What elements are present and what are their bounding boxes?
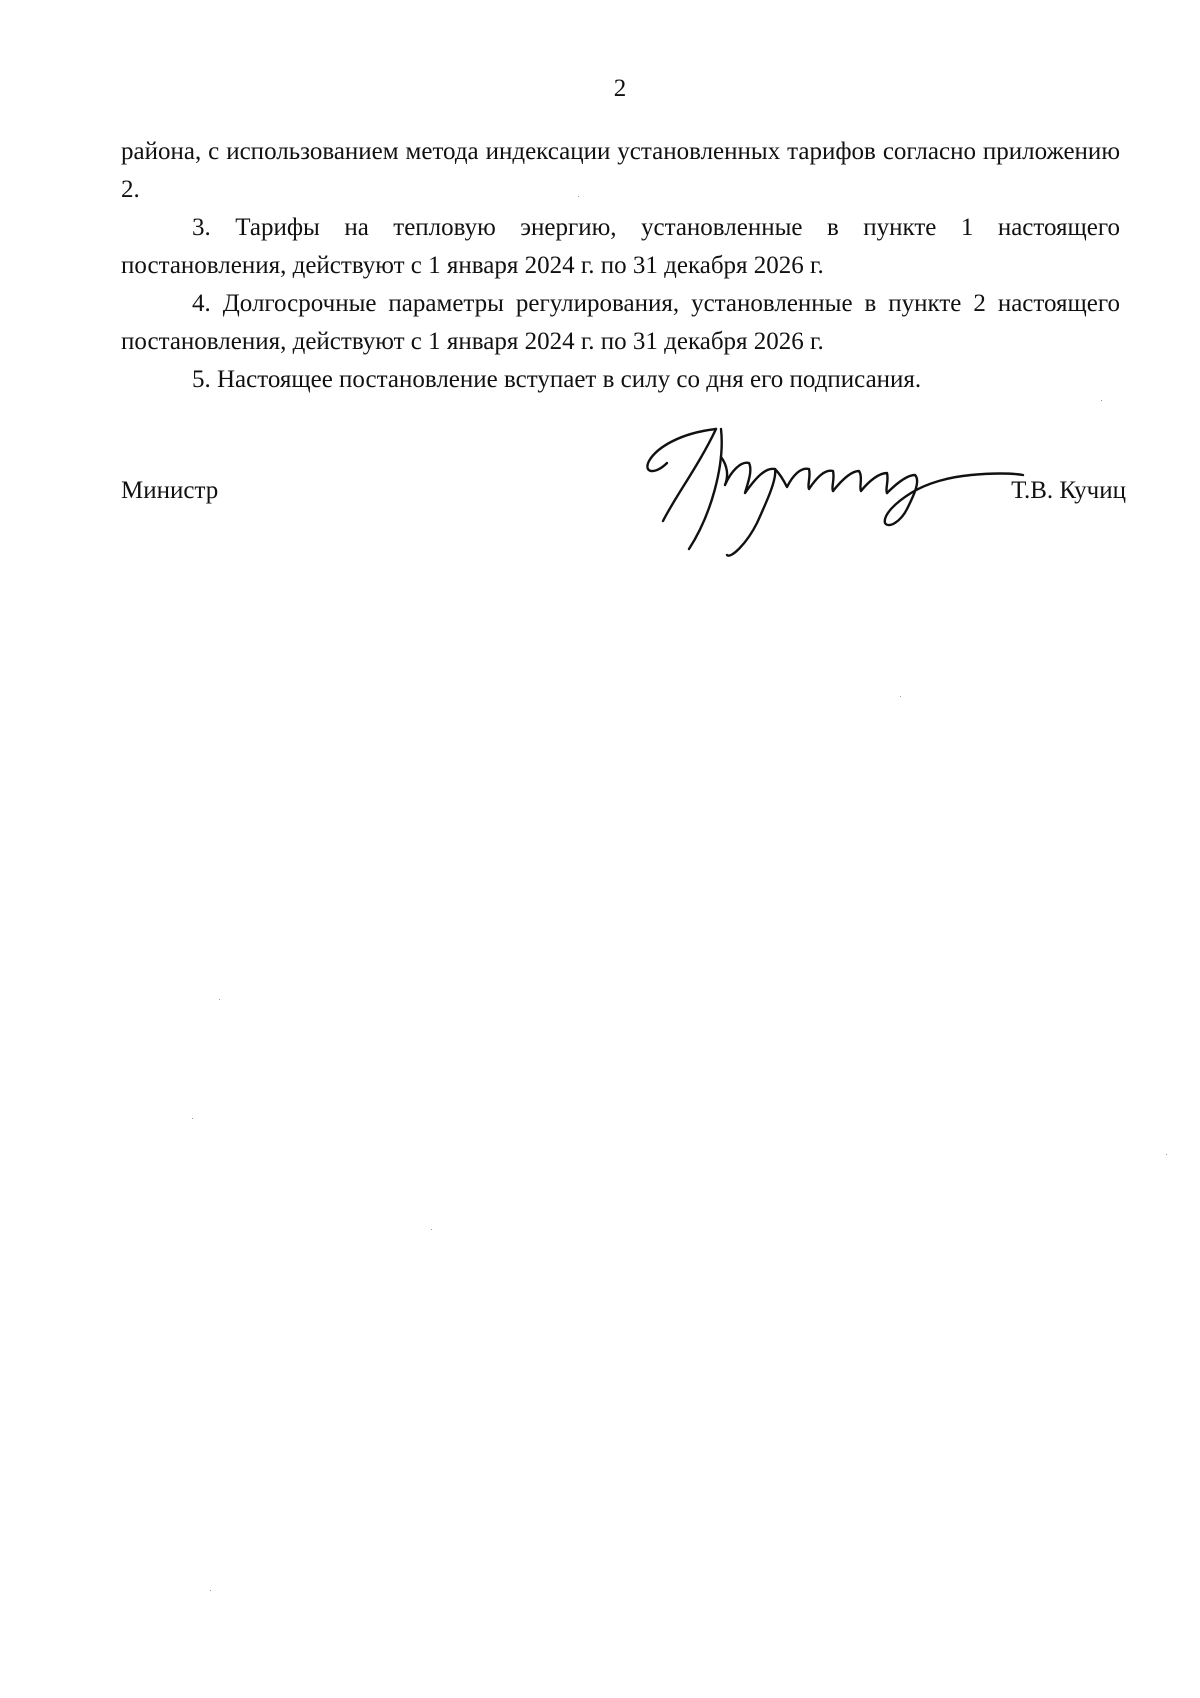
scan-speck xyxy=(1101,400,1102,401)
paragraph-item-5: 5. Настоящее постановление вступает в силу со дня его подписания. xyxy=(192,366,922,393)
position-title: Министр xyxy=(121,477,219,504)
scan-speck xyxy=(1166,1154,1167,1155)
signature-block xyxy=(121,405,1126,575)
paragraph-continuation: района, с использованием метода индексации установленных тарифов согласно приложению 2. xyxy=(121,138,1120,203)
scan-speck xyxy=(219,999,220,1000)
scan-speck xyxy=(192,1118,193,1119)
signer-name: Т.В. Кучиц xyxy=(1011,477,1126,504)
scan-speck xyxy=(210,1590,211,1591)
paragraph-item-4: 4. Долгосрочные параметры регулирования, установленные в пункте 2 настоящего постановления, действуют с 1 января 2024 г. по 31 декабря 2026 г. xyxy=(121,290,1120,355)
paragraph-item-3: 3. Тарифы на тепловую энергию, установленные в пункте 1 настоящего постановления, действуют с 1 января 2024 г. по 31 декабря 2026 г. xyxy=(121,214,1120,279)
page-number: 2 xyxy=(613,75,627,102)
handwritten-signature xyxy=(571,405,1031,575)
scan-speck xyxy=(431,1229,432,1230)
scan-speck xyxy=(578,196,579,197)
scan-speck xyxy=(900,696,901,697)
document-body xyxy=(121,133,1120,399)
